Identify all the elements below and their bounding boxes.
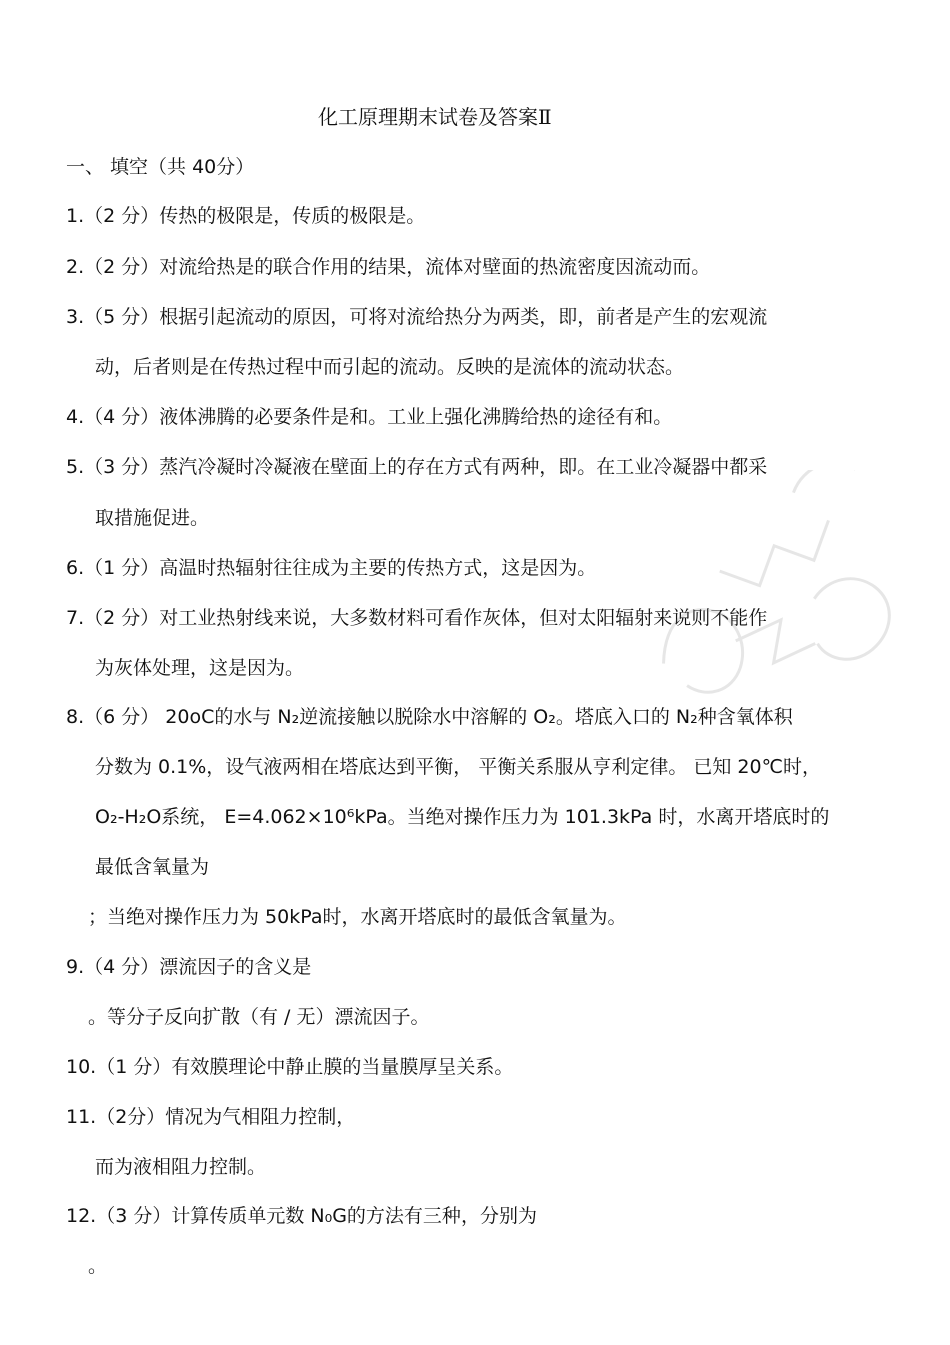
text-line: 11.（2分）情况为气相阻力控制，: [66, 1106, 356, 1128]
text-line: 。等分子反向扩散（有 / 无）漂流因子。: [88, 1006, 430, 1028]
text-line: 1.（2 分）传热的极限是，传质的极限是。: [66, 205, 426, 227]
text-line: 动，后者则是在传热过程中而引起的流动。反映的是流体的流动状态。: [95, 356, 685, 378]
text-line: 9.（4 分）漂流因子的含义是: [66, 956, 312, 978]
text-line: 3.（5 分）根据引起流动的原因，可将对流给热分为两类，即，前者是产生的宏观流: [66, 306, 768, 328]
text-line: O₂-H₂O系统， E=4.062×10⁶kPa。当绝对操作压力为 101.3kPa 时，水离开塔底时的: [95, 806, 830, 828]
watermark-graphic: [625, 470, 925, 720]
text-line: 取措施促进。: [95, 507, 210, 529]
text-line: 分数为 0.1%，设气液两相在塔底达到平衡， 平衡关系服从亨利定律。 已知 20℃时，: [95, 756, 821, 778]
text-line: 10.（1 分）有效膜理论中静止膜的当量膜厚呈关系。: [66, 1056, 514, 1078]
text-line: 。: [88, 1255, 108, 1277]
text-line: 最低含氧量为: [95, 856, 210, 878]
text-line: 8.（6 分） 20oC的水与 N₂逆流接触以脱除水中溶解的 O₂。塔底入口的 N₂种含氧体积: [66, 706, 793, 728]
text-line: 为灰体处理，这是因为。: [95, 657, 305, 679]
text-line: ；当绝对操作压力为 50kPa时，水离开塔底时的最低含氧量为。: [88, 906, 627, 928]
text-line: 7.（2 分）对工业热射线来说，大多数材料可看作灰体，但对太阳辐射来说则不能作: [66, 607, 768, 629]
text-line: 6.（1 分）高温时热辐射往往成为主要的传热方式，这是因为。: [66, 557, 597, 579]
text-line: 12.（3 分）计算传质单元数 N₀G的方法有三种，分别为: [66, 1205, 537, 1227]
document-title: 化工原理期末试卷及答案Ⅱ: [318, 105, 552, 129]
text-line: 5.（3 分）蒸汽冷凝时冷凝液在壁面上的存在方式有两种，即。在工业冷凝器中都采: [66, 456, 768, 478]
text-line: 而为液相阻力控制。: [95, 1156, 267, 1178]
text-line: 4.（4 分）液体沸腾的必要条件是和。工业上强化沸腾给热的途径有和。: [66, 406, 673, 428]
text-line: 2.（2 分）对流给热是的联合作用的结果，流体对壁面的热流密度因流动而。: [66, 256, 711, 278]
section-heading: 一、 填空（共 40分）: [66, 156, 255, 178]
